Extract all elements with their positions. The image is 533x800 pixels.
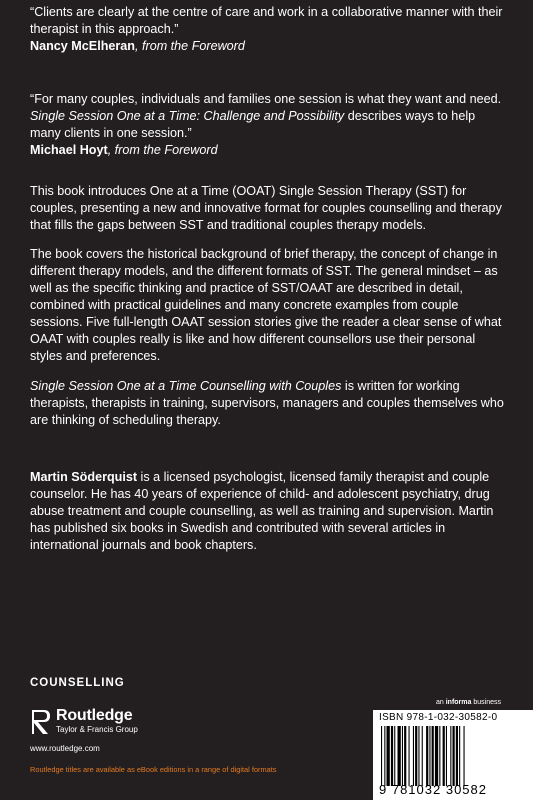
routledge-r-icon (30, 708, 52, 736)
barcode-stripe (429, 726, 430, 786)
quote-2-text-post: describes ways to help many clients in one session.” (30, 109, 476, 140)
barcode-stripe (450, 726, 451, 786)
barcode-stripe (446, 726, 447, 786)
barcode-panel (373, 710, 533, 800)
quote-2-book-title: Single Session One at a Time: Challenge and Possibility (30, 109, 345, 123)
barcode-stripe (394, 726, 395, 786)
book-title: Single Session One at a Time Counselling with Couples (30, 379, 342, 393)
barcode-stripe (415, 726, 417, 786)
barcode-digits: 9 781032 30582 (379, 782, 487, 797)
description-para-3 (30, 378, 508, 429)
barcode-stripe (459, 726, 460, 786)
description-para-3-text (30, 378, 508, 429)
ebook-note: Routledge titles are available as eBook editions in a range of digital formats (30, 765, 277, 774)
routledge-logo (30, 708, 180, 738)
barcode-stripe (384, 726, 385, 786)
barcode-stripe (391, 726, 393, 786)
quote-2-text (30, 91, 508, 142)
quote-2-author: Michael Hoyt (30, 143, 108, 157)
isbn-text: ISBN 978-1-032-30582-0 (379, 712, 498, 723)
barcode-stripe (387, 726, 390, 786)
quote-1-text: “Clients are clearly at the centre of care and work in a collaborative manner with their therapist in this approach.” (30, 5, 503, 36)
barcode-stripe (398, 726, 401, 786)
description-para-2-text: The book covers the historical background of brief therapy, the concept of change in different therapy models, and the different formats of SST. The general mindset – as well as the specific thinking and practice of SST/OAAT are described in detail, combined with practical guidelines and many concrete examples from couple sessions. Five full-length OAAT session stories give the reader a clear sense of what OAAT with couples really is like and how different counsellors use their personal styles and preferences. (30, 247, 502, 363)
informa-post: business (471, 699, 501, 706)
quote-1-source: , from the Foreword (135, 39, 245, 53)
barcode-stripe (381, 726, 382, 786)
author-bio-text (30, 469, 508, 554)
barcode-stripe (426, 726, 428, 786)
category-label: COUNSELLING (30, 677, 125, 689)
barcode-stripe (404, 726, 406, 786)
description-para-2 (30, 246, 508, 365)
publisher-name: Routledge (56, 707, 133, 724)
barcode-stripe (413, 726, 414, 786)
informa-label (436, 699, 501, 706)
barcode-bars (379, 726, 527, 786)
barcode-stripe (435, 726, 438, 786)
publisher-group: Taylor & Francis Group (56, 725, 138, 734)
quote-2-text-pre: “For many couples, individuals and families one session is what they want and need. (30, 92, 502, 106)
barcode-stripe (464, 726, 465, 786)
barcode-stripe (402, 726, 403, 786)
quote-2-source: , from the Foreword (107, 143, 218, 157)
barcode-stripe (456, 726, 458, 786)
barcode-stripe (453, 726, 455, 786)
foreword-quote-1 (30, 4, 508, 55)
quote-1-attribution (30, 38, 508, 55)
quote-1-author: Nancy McElheran (30, 39, 135, 53)
barcode-stripe (418, 726, 419, 786)
author-bio-body: is a licensed psychologist, licensed family therapist and couple counselor. He has 40 years of experience of child- and adolescent psychiatry, drug abuse treatment and couple counselling, as well as training and supervision. Martin has published six books in Swedish and contributed with several articles in international journals and book chapters. (30, 470, 494, 552)
informa-bold: informa (445, 699, 472, 706)
informa-pre: an (436, 699, 446, 706)
description-para-1 (30, 183, 508, 234)
quote-2-attribution (30, 142, 508, 159)
author-bio (30, 469, 508, 554)
publisher-url[interactable]: www.routledge.com (30, 744, 100, 753)
barcode-stripe (443, 726, 445, 786)
foreword-quote-2 (30, 91, 508, 159)
barcode-stripe (409, 726, 410, 786)
barcode-stripe (422, 726, 423, 786)
barcode-stripe (439, 726, 440, 786)
description-para-3-rest: is written for working therapists, therapists in training, supervisors, managers and couples themselves who are thinking of scheduling therapy. (30, 379, 504, 427)
barcode-stripe (432, 726, 434, 786)
author-name: Martin Söderquist (30, 470, 138, 484)
description-para-1-text: This book introduces One at a Time (OOAT) Single Session Therapy (SST) for couples, presenting a new and innovative format for couples counselling and therapy that fills the gaps between SST and traditional couples therapy models. (30, 184, 502, 232)
